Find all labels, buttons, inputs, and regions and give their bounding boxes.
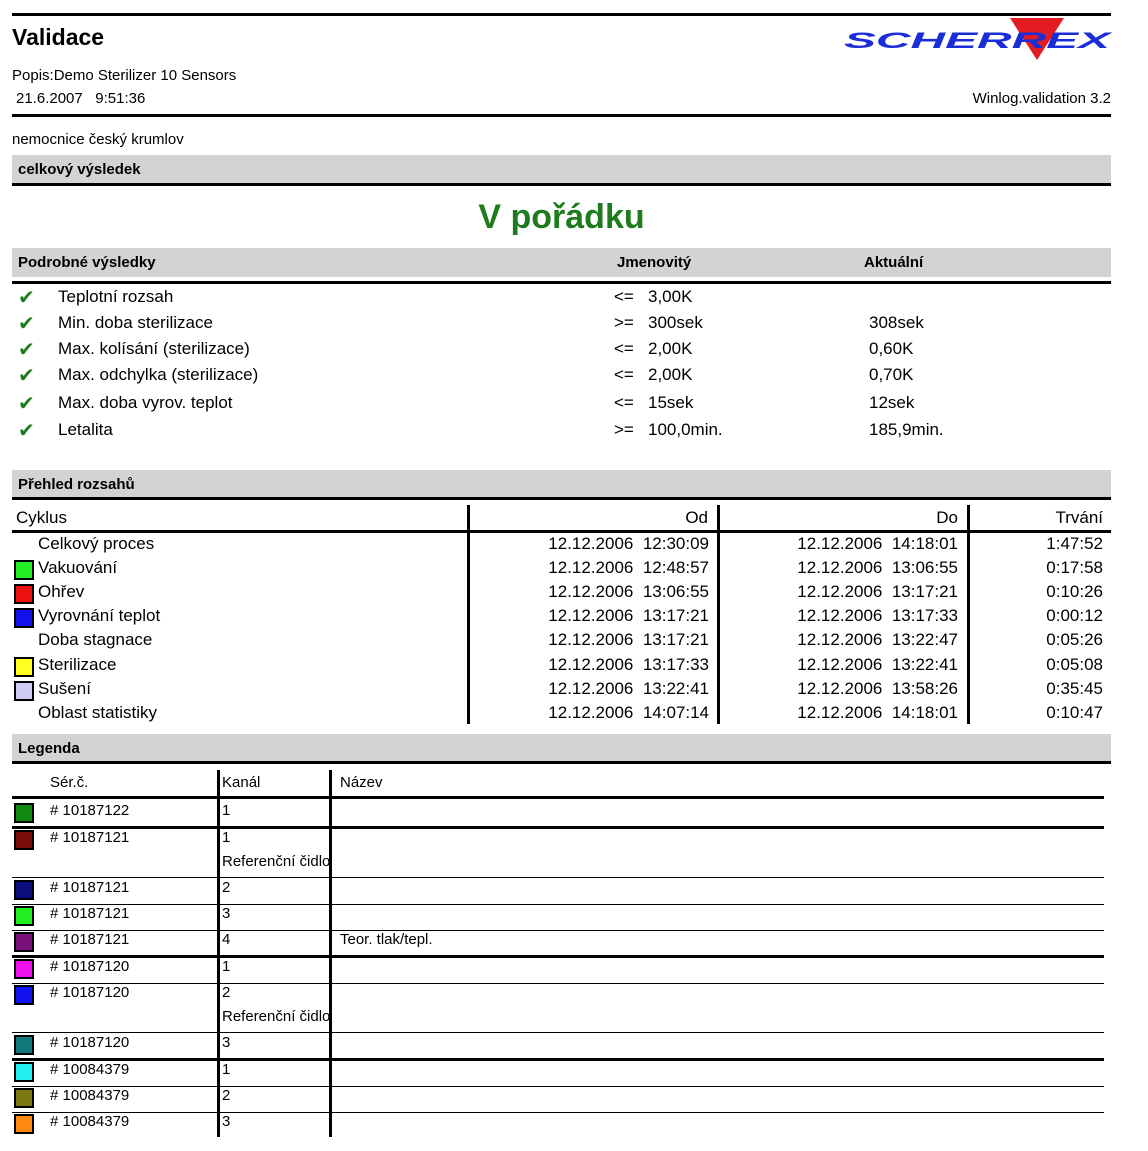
range-to: 12.12.2006 13:17:33 [797, 606, 958, 626]
legend-name: Teor. tlak/tepl. [340, 931, 433, 948]
detail-name: Max. odchylka (sterilizace) [58, 365, 259, 384]
detail-row [12, 420, 1111, 446]
ranges-section-rule [12, 497, 1111, 500]
ranges-section-bar [12, 470, 1111, 499]
app-version: Winlog.validation 3.2 [972, 90, 1111, 107]
legend-row [12, 1087, 1104, 1112]
details-section-title: Podrobné výsledky [18, 254, 156, 271]
color-swatch [14, 985, 34, 1005]
check-icon: ✔ [18, 365, 35, 387]
legend-row [12, 984, 1104, 1032]
legend-channel: 2 [222, 984, 231, 1001]
detail-row [12, 287, 1111, 313]
detail-actual: 185,9min. [869, 420, 944, 439]
range-duration: 0:17:58 [1046, 558, 1103, 578]
range-row [12, 630, 1111, 654]
ranges-section-title: Přehled rozsahů [18, 476, 135, 493]
detail-row [12, 393, 1111, 419]
range-from: 12.12.2006 13:17:21 [548, 630, 709, 650]
col-name-header: Název [340, 774, 383, 791]
range-name: Celkový proces [38, 534, 155, 553]
detail-name: Max. kolísání (sterilizace) [58, 339, 250, 358]
range-to: 12.12.2006 13:17:21 [797, 582, 958, 602]
range-row [12, 679, 1111, 703]
check-icon: ✔ [18, 287, 35, 309]
legend-row [12, 1034, 1104, 1059]
svg-text:SCHERREX: SCHERREX [844, 28, 1112, 53]
range-to: 12.12.2006 14:18:01 [797, 534, 958, 553]
range-from: 12.12.2006 13:06:55 [548, 582, 709, 602]
range-from: 12.12.2006 12:48:57 [548, 558, 709, 578]
range-duration: 0:05:26 [1046, 630, 1103, 650]
detail-nominal: 100,0min. [648, 420, 723, 439]
range-from: 12.12.2006 13:22:41 [548, 678, 709, 698]
legend-serial: # 10084379 [50, 1087, 130, 1104]
legend-serial: # 10187122 [50, 802, 130, 819]
legend-row [12, 958, 1104, 983]
color-swatch [14, 608, 34, 628]
detail-nominal: 3,00K [648, 287, 693, 306]
legend-channel: 2 [222, 879, 231, 896]
legend-serial: # 10084379 [50, 1061, 130, 1078]
legend-reference: Referenční čidlo [222, 853, 331, 870]
detail-actual: 12sek [869, 393, 915, 412]
range-to: 12.12.2006 14:18:01 [797, 702, 958, 722]
range-to: 12.12.2006 13:06:55 [797, 558, 958, 578]
color-swatch [14, 932, 34, 952]
detail-operator: <= [614, 287, 634, 306]
legend-row [12, 829, 1104, 877]
header-rule [12, 114, 1111, 117]
detail-nominal: 2,00K [648, 365, 693, 384]
range-name: Vakuování [38, 558, 118, 578]
color-swatch [14, 803, 34, 823]
col-cycle-header: Cyklus [16, 508, 68, 527]
color-swatch [14, 584, 34, 604]
range-duration: 0:00:12 [1046, 606, 1103, 626]
range-name: Vyrovnání teplot [38, 606, 161, 626]
legend-channel: 3 [222, 1113, 231, 1130]
check-icon: ✔ [18, 339, 35, 361]
range-row [12, 606, 1111, 630]
range-from: 12.12.2006 13:17:33 [548, 654, 709, 674]
legend-channel: 3 [222, 905, 231, 922]
overall-result: V pořádku [478, 198, 645, 236]
color-swatch [14, 880, 34, 900]
color-swatch [14, 560, 34, 580]
detail-nominal: 300sek [648, 313, 703, 332]
legend-section-rule [12, 761, 1111, 764]
timestamp [16, 90, 145, 107]
col-serial-header: Sér.č. [50, 774, 89, 791]
detail-operator: <= [614, 339, 634, 358]
col-actual-header: Aktuální [864, 254, 924, 271]
detail-operator: >= [614, 313, 634, 332]
legend-row-rule [12, 877, 1104, 878]
range-duration: 0:10:26 [1046, 582, 1103, 602]
check-icon: ✔ [18, 393, 35, 415]
detail-name: Max. doba vyrov. teplot [58, 393, 233, 412]
details-section-bar [12, 248, 1111, 277]
legend-row [12, 931, 1104, 956]
legend-channel: 4 [222, 931, 231, 948]
legend-channel: 2 [222, 1087, 231, 1104]
detail-operator: >= [614, 420, 634, 439]
page-title: Validace [12, 24, 105, 50]
range-duration: 0:10:47 [1046, 702, 1103, 722]
range-from: 12.12.2006 13:17:21 [548, 606, 709, 626]
range-duration: 0:05:08 [1046, 654, 1103, 674]
detail-name: Letalita [58, 420, 113, 439]
scherex-logo [842, 16, 1112, 66]
col-duration-header: Trvání [1055, 508, 1103, 527]
legend-header-rule [12, 796, 1104, 799]
range-from: 12.12.2006 12:30:09 [548, 534, 709, 553]
legend-channel: 3 [222, 1034, 231, 1051]
legend-row [12, 1113, 1104, 1138]
range-row [12, 534, 1111, 558]
legend-row [12, 1061, 1104, 1086]
legend-reference: Referenční čidlo [222, 1008, 331, 1025]
range-name: Doba stagnace [38, 630, 153, 650]
legend-row [12, 802, 1104, 827]
legend-channel: 1 [222, 802, 231, 819]
detail-actual: 0,70K [869, 365, 914, 384]
detail-name: Min. doba sterilizace [58, 313, 213, 332]
legend-row-rule [12, 1032, 1104, 1033]
color-swatch [14, 959, 34, 979]
legend-row [12, 905, 1104, 930]
overall-section-bar [12, 155, 1111, 184]
range-name: Ohřev [38, 582, 85, 602]
legend-serial: # 10187120 [50, 1034, 130, 1051]
range-to: 12.12.2006 13:58:26 [797, 678, 958, 698]
legend-serial: # 10187121 [50, 905, 130, 922]
col-from-header: Od [685, 508, 708, 527]
hospital-name: nemocnice český krumlov [12, 131, 184, 148]
range-name: Oblast statistiky [38, 702, 158, 722]
overall-section-title: celkový výsledek [18, 161, 141, 178]
range-name: Sušení [38, 678, 91, 698]
legend-section-title: Legenda [18, 740, 80, 757]
range-name: Sterilizace [38, 654, 117, 674]
range-duration: 1:47:52 [1046, 534, 1103, 553]
legend-serial: # 10084379 [50, 1113, 130, 1130]
detail-row [12, 365, 1111, 391]
range-row [12, 558, 1111, 582]
detail-actual: 0,60K [869, 339, 914, 358]
check-icon: ✔ [18, 313, 35, 335]
range-duration: 0:35:45 [1046, 678, 1103, 698]
color-swatch [14, 1035, 34, 1055]
report-date: 21.6.2007 [16, 90, 83, 107]
legend-serial: # 10187121 [50, 879, 130, 896]
col-channel-header: Kanál [222, 774, 261, 791]
range-row [12, 703, 1111, 727]
detail-name: Teplotní rozsah [58, 287, 174, 306]
legend-row [12, 879, 1104, 904]
report-time: 9:51:36 [95, 90, 146, 107]
color-swatch [14, 657, 34, 677]
detail-operator: <= [614, 393, 634, 412]
detail-nominal: 15sek [648, 393, 694, 412]
detail-operator: <= [614, 365, 634, 384]
color-swatch [14, 906, 34, 926]
legend-channel: 1 [222, 829, 231, 846]
legend-serial: # 10187121 [50, 829, 130, 846]
color-swatch [14, 830, 34, 850]
legend-channel: 1 [222, 1061, 231, 1078]
ranges-header-rule [12, 530, 1111, 533]
detail-row [12, 339, 1111, 365]
detail-nominal: 2,00K [648, 339, 693, 358]
legend-serial: # 10187121 [50, 931, 130, 948]
color-swatch [14, 681, 34, 701]
range-from: 12.12.2006 14:07:14 [548, 702, 709, 722]
legend-section-bar [12, 734, 1111, 763]
check-icon: ✔ [18, 420, 35, 442]
range-row [12, 582, 1111, 606]
range-row [12, 655, 1111, 679]
overall-section-rule [12, 183, 1111, 186]
description: Popis:Demo Sterilizer 10 Sensors [12, 67, 237, 84]
legend-serial: # 10187120 [50, 984, 130, 1001]
color-swatch [14, 1062, 34, 1082]
col-nominal-header: Jmenovitý [617, 254, 692, 271]
details-section-rule [12, 281, 1111, 284]
range-to: 12.12.2006 13:22:47 [797, 630, 958, 650]
color-swatch [14, 1088, 34, 1108]
detail-actual: 308sek [869, 313, 924, 332]
color-swatch [14, 1114, 34, 1134]
legend-serial: # 10187120 [50, 958, 130, 975]
legend-channel: 1 [222, 958, 231, 975]
detail-row [12, 313, 1111, 339]
range-to: 12.12.2006 13:22:41 [797, 654, 958, 674]
col-to-header: Do [936, 508, 958, 527]
